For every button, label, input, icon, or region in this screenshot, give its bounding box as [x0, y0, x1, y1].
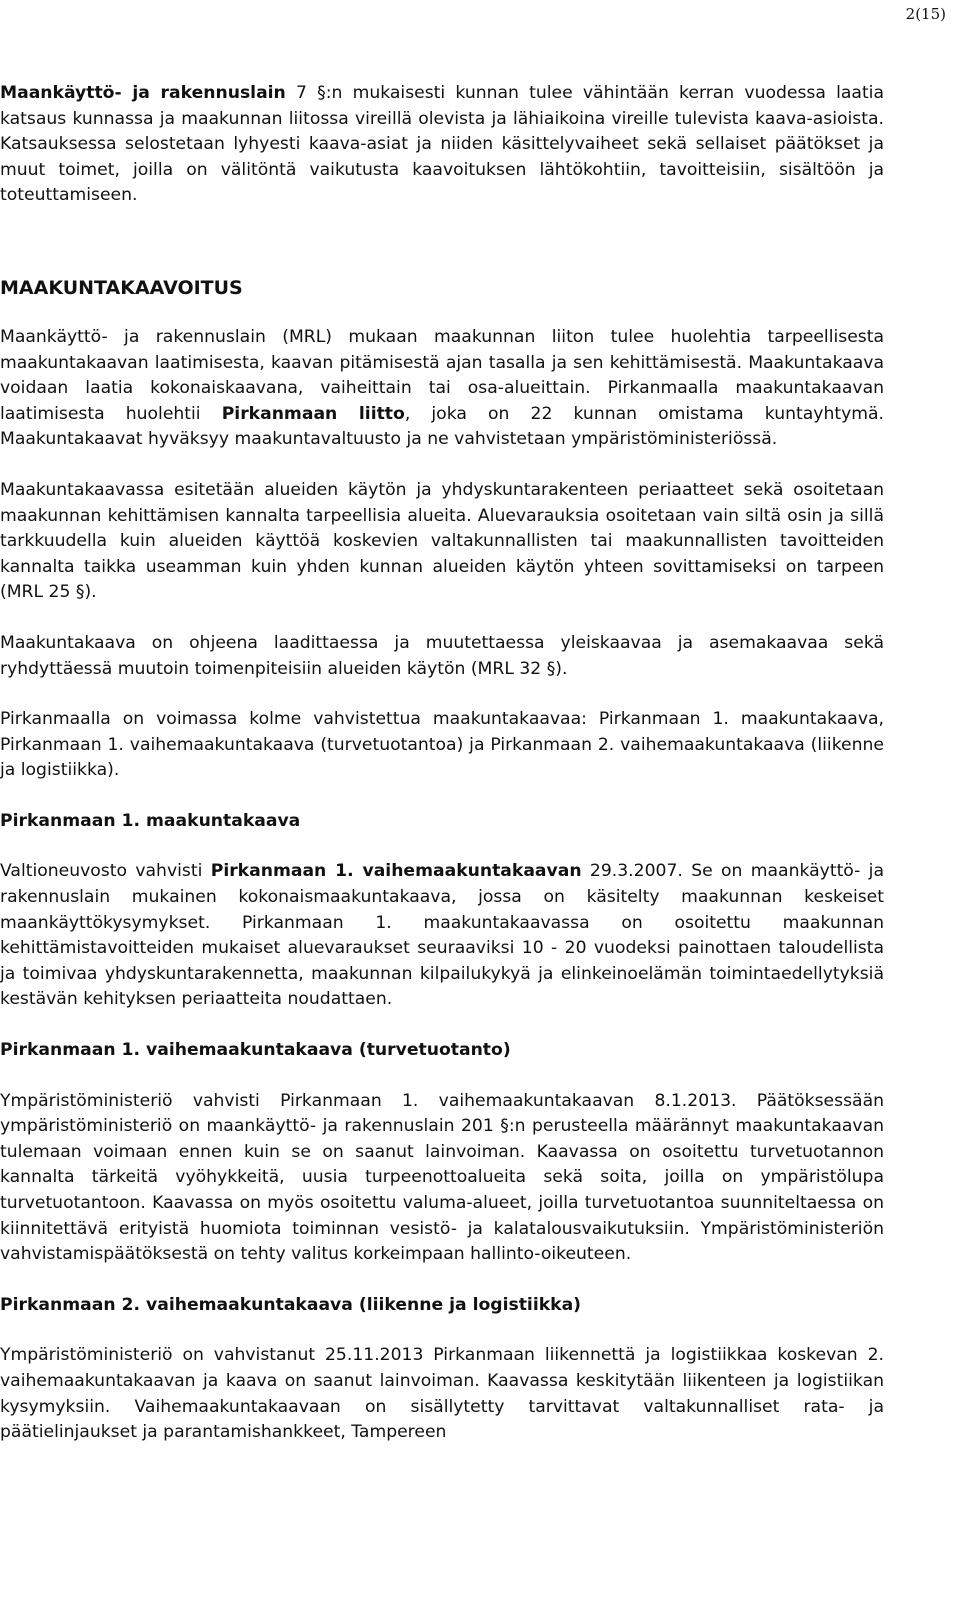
plan1-text-after: 29.3.2007. Se on maankäyttö- ja rakennuslain mukainen kokonaismaakuntakaava, jossa on käsitelty maakunnan keskeiset maankäyttökysymykset. Pirkanmaan 1. maakuntakaavassa on osoitettu maakunnan kehittämistavoitteiden mukaiset aluevaraukset seuraaviksi 10 - 20 vuodeksi painottaen taloudellista ja toimivaa yhdyskuntarakennetta, maakunnan kilpailukykyä ja elinkeinoelämän toimintaedellytyksiä kestävän kehityksen periaatteita noudattaen.: [0, 861, 884, 1010]
plan1-text-bold: Pirkanmaan 1. vaihemaakuntakaavan: [210, 861, 582, 882]
intro-text: 7 §:n mukaisesti kunnan tulee vähintään kerran vuodessa laatia katsaus kunnassa ja maakunnan liitossa vireillä olevista ja lähiaikoina vireille tulevista kaava-asioista. Katsauksessa selostetaan lyhyesti kaava-asiat ja niiden käsittelyvaiheet sekä sellaiset päätökset ja muut toimet, joilla on välitöntä vaikutusta kaavoituksen lähtökohtiin, tavoitteisiin, sisältöön ja toteuttamiseen.: [0, 83, 884, 206]
subheading-phase1: Pirkanmaan 1. vaihemaakuntakaava (turvetuotanto): [0, 1040, 511, 1061]
document-body: [0, 81, 884, 1446]
mrl-paragraph: [0, 325, 884, 453]
phase1-paragraph: Ympäristöministeriö vahvisti Pirkanmaan 1. vaihemaakuntakaavan 8.1.2013. Päätöksessään ympäristöministeriö on maankäyttö- ja rakennuslain 201 §:n perusteella määrännyt maakuntakaavan tulemaan voimaan ennen kuin se on saanut lainvoiman. Kaavassa on osoitettu turvetuotannon kannalta tärkeitä vyöhykkeitä, uusia turpeenottoalueita sekä soita, joilla on ympäristölupa turvetuotantoon. Kaavassa on myös osoitettu valuma-alueet, joilla turvetuotantoa suunniteltaessa on kiinnitettävä erityistä huomiota toiminnan vesistö- ja kalatalousvaikutuksiin. Ympäristöministeriön vahvistamispäätöksestä on tehty valitus korkeimpaan hallinto-oikeuteen.: [0, 1090, 884, 1265]
plan1-paragraph: [0, 859, 884, 1013]
subheading-phase2: Pirkanmaan 2. vaihemaakuntakaava (liikenne ja logistiikka): [0, 1294, 582, 1315]
mrl-text-bold: Pirkanmaan liitto: [221, 403, 405, 424]
plan1-text-before: Valtioneuvosto vahvisti: [0, 861, 211, 882]
phase2-paragraph: Ympäristöministeriö on vahvistanut 25.11.2013 Pirkanmaan liikennettä ja logistiikkaa koskevan 2. vaihemaakuntakaavan ja kaava on saanut lainvoiman. Kaavassa keskitytään liikenteen ja logistiikan kysymyksiin. Vaihemaakuntakaavaan on sisällytetty tarvittavat valtakunnalliset rata- ja päätielinjaukset ja parantamishankkeet, Tampereen: [0, 1345, 884, 1443]
guidance-paragraph: Maakuntakaava on ohjeena laadittaessa ja muutettaessa yleiskaavaa ja asemakaavaa sekä ryhdyttäessä muutoin toimenpiteisiin alueiden käytön (MRL 32 §).: [0, 632, 884, 679]
mrl-text-after: , joka on 22 kunnan omistama kuntayhtymä. Maakuntakaavat hyväksyy maakuntavaltuusto ja ne vahvistetaan ympäristöministeriössä.: [0, 403, 884, 450]
mrl-text-before: Maankäyttö- ja rakennuslain (MRL) mukaan maakunnan liiton tulee huolehtia tarpeellisesta maakuntakaavan laatimisesta, kaavan pitämisestä ajan tasalla ja sen kehittämisestä. Maakuntakaava voidaan laatia kokonaiskaavana, vaiheittain tai osa-alueittain. Pirkanmaalla maakuntakaavan laatimisesta huolehtii: [0, 326, 884, 424]
inforce-paragraph: Pirkanmaalla on voimassa kolme vahvistettua maakuntakaavaa: Pirkanmaan 1. maakuntakaava, Pirkanmaan 1. vaihemaakuntakaava (turvetuotantoa) ja Pirkanmaan 2. vaihemaakuntakaava (liikenne ja logistiikka).: [0, 709, 884, 781]
page-number: 2(15): [905, 5, 946, 23]
content-paragraph: Maakuntakaavassa esitetään alueiden käytön ja yhdyskuntarakenteen periaatteet sekä osoitetaan maakunnan kehittämisen kannalta tarpeellisia alueita. Aluevarauksia osoitetaan vain siltä osin ja sillä tarkkuudella kuin alueiden käyttöä koskevien valtakunnallisten tai maakunnallisten tavoitteiden kannalta taikka useamman kuin yhden kunnan alueiden käytön yhteen sovittamiseksi on tarpeen (MRL 25 §).: [0, 479, 884, 603]
intro-paragraph: [0, 81, 884, 209]
section-heading-maakuntakaavoitus: MAAKUNTAKAAVOITUS: [0, 276, 243, 299]
subheading-plan1: Pirkanmaan 1. maakuntakaava: [0, 810, 301, 831]
intro-lead-bold: Maankäyttö- ja rakennuslain: [0, 83, 286, 103]
